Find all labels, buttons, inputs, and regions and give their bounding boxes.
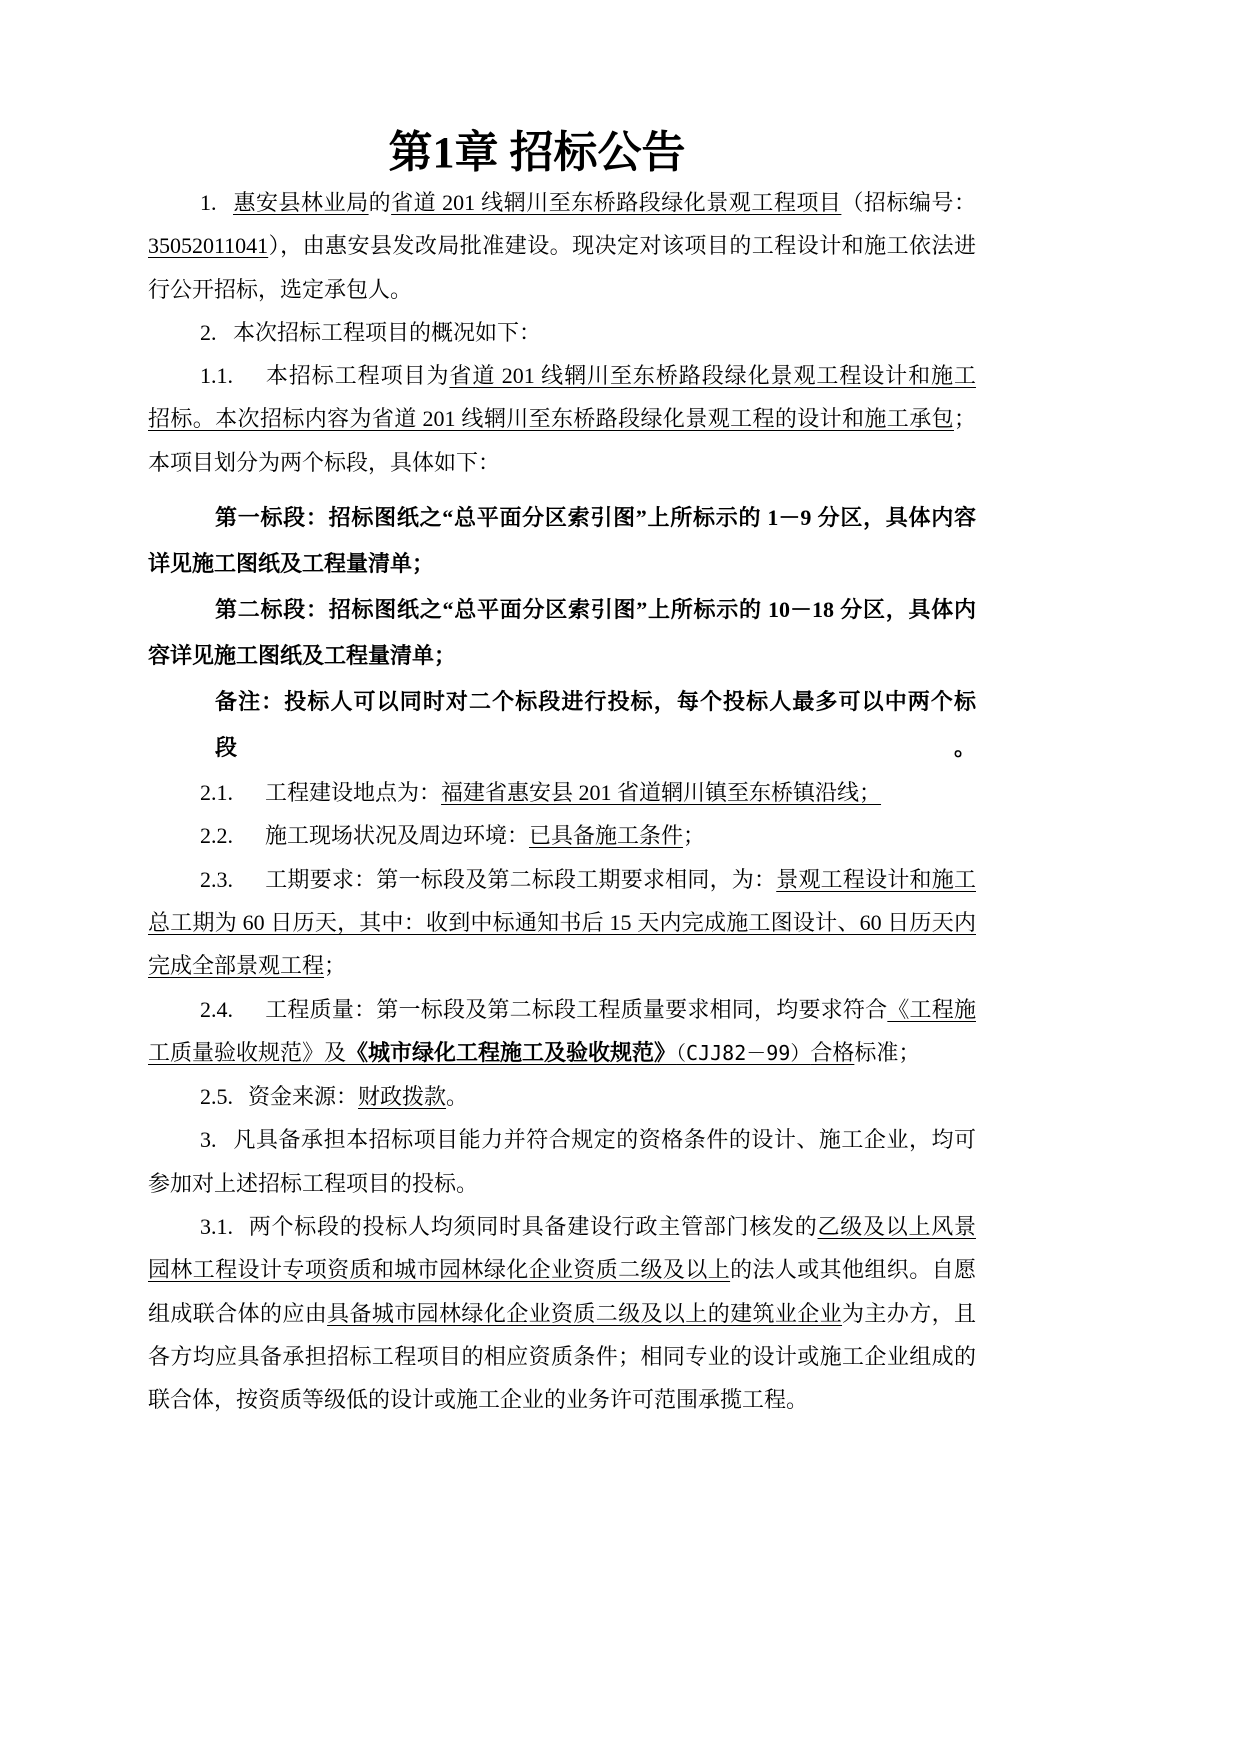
text-span: 的 <box>368 190 392 215</box>
text-span: 的法人或其他组织。自愿 <box>730 1257 976 1283</box>
text-line <box>148 397 976 440</box>
paragraph-2-2 <box>148 814 976 857</box>
item-number: 2.5. <box>200 1084 233 1110</box>
text-line <box>148 495 976 541</box>
text-line <box>148 1248 976 1291</box>
paragraph-2-5 <box>148 1075 976 1118</box>
underlined-text: 完成全部景观工程 <box>148 953 325 979</box>
text-line <box>148 541 976 587</box>
text-span: ； <box>324 953 347 979</box>
text-span: 标准； <box>854 1039 921 1065</box>
text-span: ； <box>953 406 976 432</box>
text-line <box>148 633 976 679</box>
text-span: 本项目划分为两个标段，具体如下： <box>148 449 501 475</box>
text-line <box>148 679 976 771</box>
text-line <box>148 268 976 311</box>
underlined-text: 财政拨款 <box>358 1084 447 1110</box>
paragraph-2-3 <box>148 858 976 988</box>
text-line <box>148 1335 976 1378</box>
item-number: 2.4. <box>200 996 233 1022</box>
item-number: 1.1. <box>200 363 233 389</box>
bold-text: 第二标段：招标图纸之“总平面分区索引图”上所标示的 10－18 分区，具体内 <box>215 597 976 623</box>
standard-title-text: 《城市绿化工程施工及验收规范》 <box>346 1039 677 1065</box>
text-line <box>148 1378 976 1421</box>
underlined-text: 总工期为 60 日历天，其中：收到中标通知书后 15 天内完成施工图设计、60 日历天内 <box>148 909 976 935</box>
underlined-text: 招标。本次招标内容为省道 201 线辋川至东桥路段绿化景观工程的设计和施工承包 <box>148 406 954 432</box>
text-span: ），由惠安县发改局批准建设。现决定对该项目的工程设计和施工依法进 <box>268 233 976 259</box>
text-span: 两个标段的投标人均须同时具备建设行政主管部门核发的 <box>248 1214 818 1240</box>
chapter-title: 第1章 招标公告 <box>388 128 686 177</box>
paragraph-3-1 <box>148 1205 976 1421</box>
text-line <box>148 1075 976 1118</box>
text-span: 工期要求：第一标段及第二标段工期要求相同，为： <box>265 866 777 892</box>
underlined-text: 园林工程设计专项资质和城市园林绿化企业资质二级及以上 <box>148 1257 731 1283</box>
underlined-text: 省道 201 线辋川至东桥路段绿化景观工程项目 <box>391 190 842 215</box>
item-number: 2.3. <box>200 866 233 892</box>
item-number: 2.1. <box>200 780 233 806</box>
bold-text: 容详见施工图纸及工程量清单； <box>148 643 457 669</box>
text-line <box>148 771 976 814</box>
text-line <box>148 354 976 397</box>
text-span: 各方均应具备承担招标工程项目的相应资质条件；相同专业的设计或施工企业组成的 <box>148 1343 976 1369</box>
text-line <box>148 224 976 267</box>
text-line <box>148 1031 976 1075</box>
text-span: 行公开招标，选定承包人。 <box>148 276 413 302</box>
text-span: 本招标工程项目为 <box>265 363 450 389</box>
text-span: （招标编号： <box>841 190 976 215</box>
underlined-text: 《工程施 <box>887 996 976 1022</box>
text-line <box>148 988 976 1031</box>
text-line <box>148 814 976 857</box>
underlined-text: 已具备施工条件 <box>529 823 684 849</box>
paragraph-1 <box>148 181 976 311</box>
paragraph-1-1 <box>148 354 976 484</box>
text-span: 工程建设地点为： <box>265 780 442 806</box>
item-number: 3.1. <box>200 1214 233 1240</box>
document-body <box>148 181 976 1422</box>
text-span: 资金来源： <box>248 1084 359 1110</box>
text-line <box>148 181 976 224</box>
text-span: ； <box>683 823 706 849</box>
text-line <box>148 1118 976 1161</box>
item-number: 2.2. <box>200 823 233 849</box>
item-number: 2. <box>200 319 217 345</box>
text-span: 本次招标工程项目的概况如下： <box>233 319 542 345</box>
text-line <box>148 1162 976 1205</box>
underlined-text: 省道 201 线辋川至东桥路段绿化景观工程设计和施工 <box>449 363 976 389</box>
text-span: 凡具备承担本招标项目能力并符合规定的资格条件的设计、施工企业，均可 <box>233 1127 976 1153</box>
underlined-text: 工质量验收规范》及 <box>148 1039 347 1065</box>
bold-text: 第一标段：招标图纸之“总平面分区索引图”上所标示的 1－9 分区，具体内容 <box>215 505 976 531</box>
bold-text: 备注：投标人可以同时对二个标段进行投标，每个投标人最多可以中两个标段。 <box>215 689 976 761</box>
paragraph-2-1 <box>148 771 976 814</box>
paragraph-2-4 <box>148 988 976 1076</box>
remark-note <box>148 679 976 771</box>
bold-text: 详见施工图纸及工程量清单； <box>148 551 435 577</box>
text-line <box>148 1292 976 1335</box>
text-line <box>148 311 976 354</box>
text-span: 施工现场状况及周边环境： <box>265 823 530 849</box>
text-span: 。 <box>446 1084 469 1110</box>
underlined-text: 合格 <box>810 1039 855 1065</box>
underlined-text: 具备城市园林绿化企业资质二级及以上的建筑业企业 <box>327 1300 843 1326</box>
standard-code-text: （CJJ82－99） <box>676 1040 811 1065</box>
text-span: 工程质量：第一标段及第二标段工程质量要求相同，均要求符合 <box>265 996 888 1022</box>
paragraph-3 <box>148 1118 976 1205</box>
item-number: 3. <box>200 1127 217 1153</box>
text-span: 组成联合体的应由 <box>148 1300 328 1326</box>
underlined-text: 35052011041 <box>148 233 269 259</box>
text-line <box>148 858 976 901</box>
text-line <box>148 901 976 944</box>
text-span: 参加对上述招标工程项目的投标。 <box>148 1170 479 1196</box>
text-line <box>148 441 976 484</box>
text-line <box>148 944 976 987</box>
paragraph-2 <box>148 311 976 354</box>
underlined-text: 乙级及以上风景 <box>817 1214 976 1240</box>
section-two-note <box>148 587 976 679</box>
underlined-text: 惠安县林业局 <box>233 190 369 215</box>
underlined-text: 景观工程设计和施工 <box>776 866 976 892</box>
section-one-note <box>148 495 976 587</box>
text-line <box>148 1205 976 1248</box>
text-span: 联合体，按资质等级低的设计或施工企业的业务许可范围承揽工程。 <box>148 1387 809 1413</box>
item-number: 1. <box>200 190 217 215</box>
text-line <box>148 587 976 633</box>
text-span: 为主办方，且 <box>842 1300 976 1326</box>
underlined-text: 福建省惠安县 201 省道辋川镇至东桥镇沿线； <box>441 780 882 806</box>
